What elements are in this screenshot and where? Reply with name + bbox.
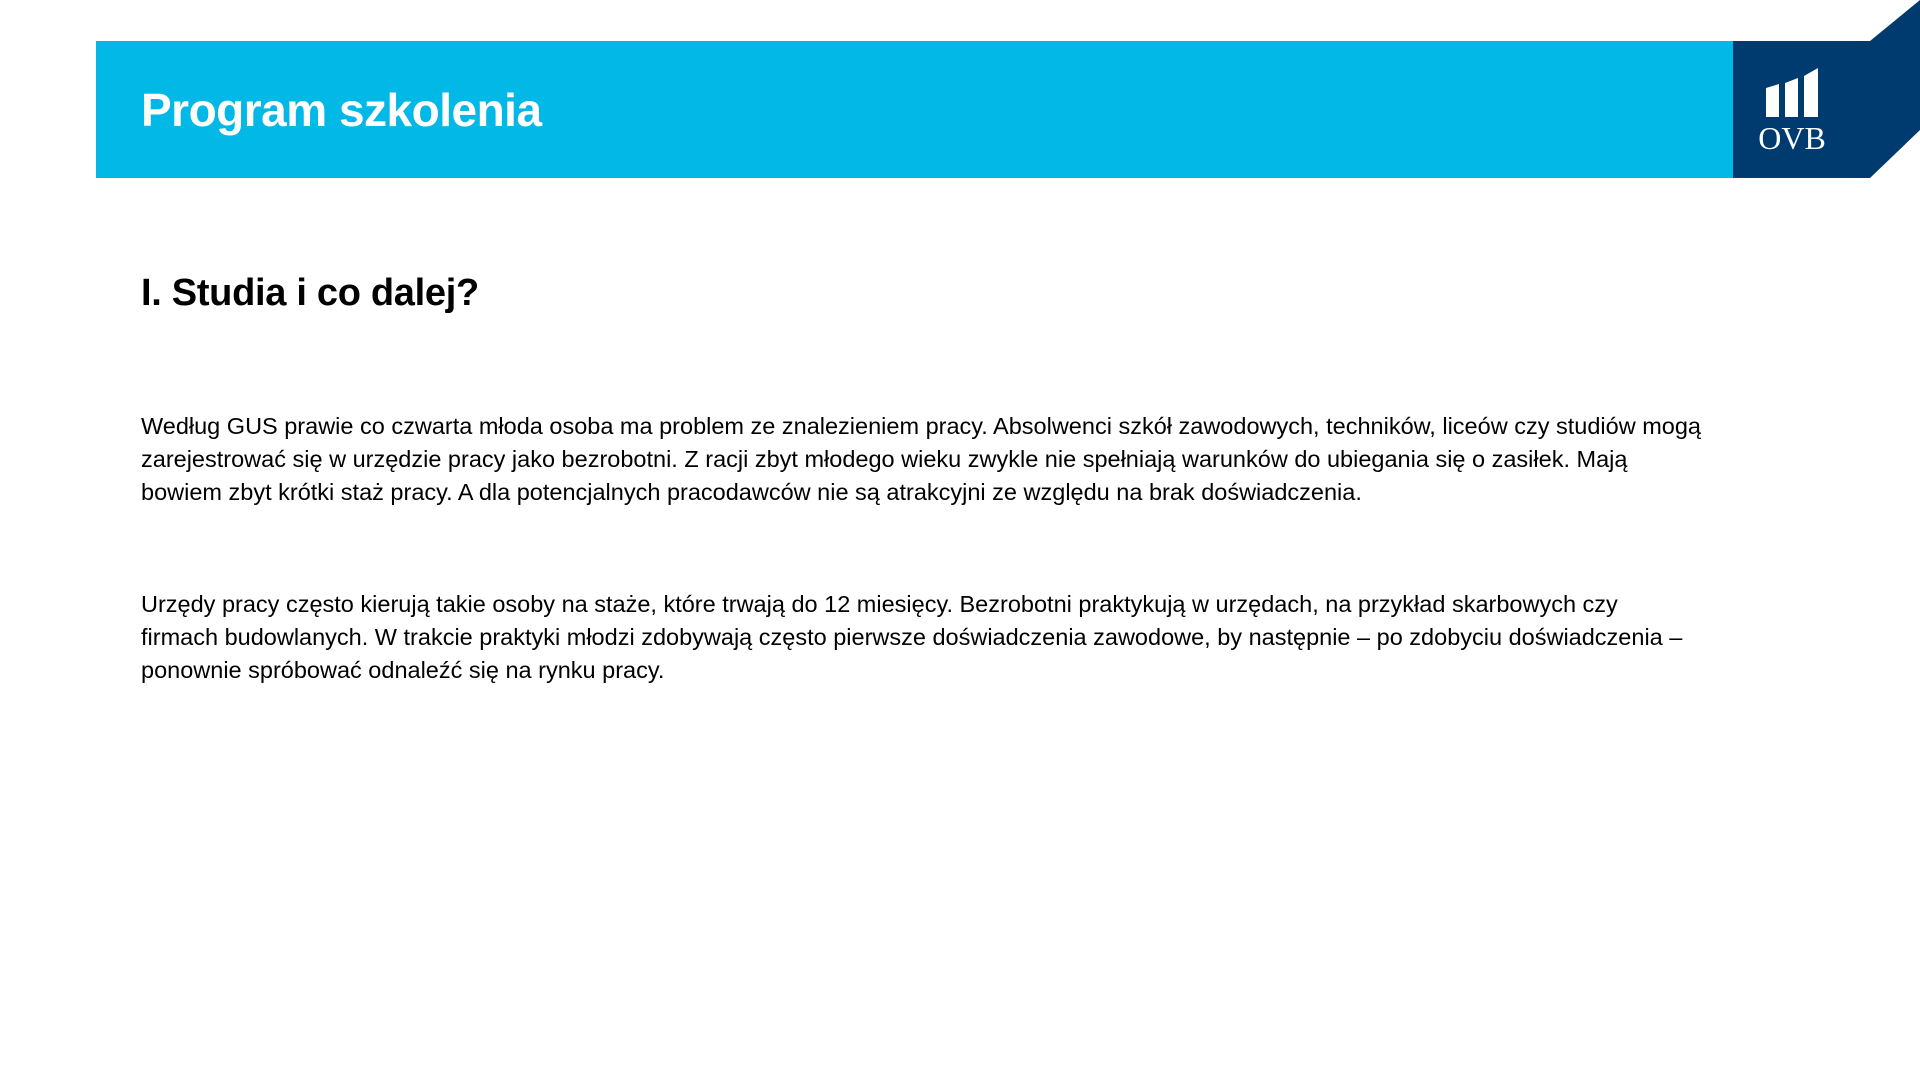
section-heading: I. Studia i co dalej? [141, 272, 479, 314]
bar-chart-logo-icon [1733, 0, 1920, 178]
logo-text: OVB [1758, 120, 1826, 156]
paragraph-1: Według GUS prawie co czwarta młoda osoba ma problem ze znalezieniem pracy. Absolwenci szkół zawodowych, techników, liceów czy studiów mogą zarejestrować się w urzędzie pracy jako bezrobotni. Z racji zbyt młodego wieku zwykle nie spełniają warunków do ubiegania się o zasiłek. Mają bowiem zbyt krótki staż pracy. A dla potencjalnych pracodawców nie są atrakcyjni ze względu na brak doświadczenia. [141, 413, 1701, 505]
ovb-logo [1733, 0, 1920, 178]
paragraph-2: Urzędy pracy często kierują takie osoby na staże, które trwają do 12 miesięcy. Bezrobotni praktykują w urzędach, na przykład skarbowych czy firmach budowlanych. W trakcie praktyki młodzi zdobywają często pierwsze doświadczenia zawodowe, by następnie – po zdobyciu doświadczenia – ponownie spróbować odnaleźć się na rynku pracy. [141, 591, 1683, 683]
page-title: Program szkolenia [141, 84, 542, 136]
